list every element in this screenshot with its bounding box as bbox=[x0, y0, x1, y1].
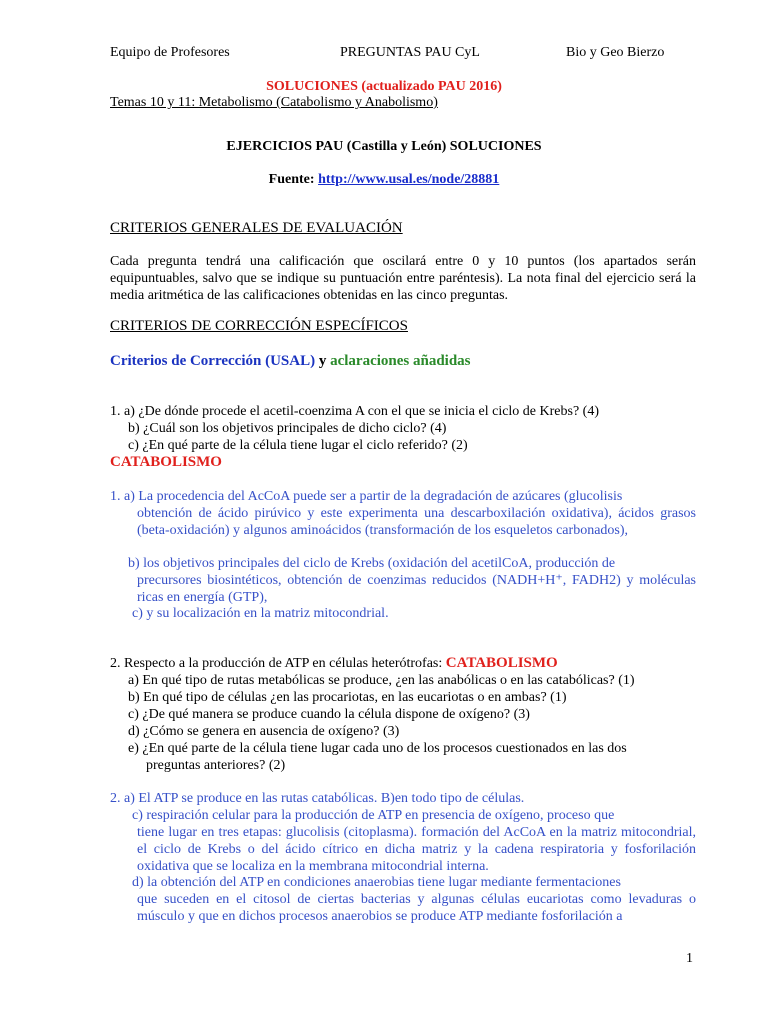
q2-e-rest: preguntas anteriores? (2) bbox=[146, 758, 286, 773]
header-center: PREGUNTAS PAU CyL bbox=[340, 45, 480, 60]
a2-d-rest: que suceden en el citosol de ciertas bacterias y algunas células eucariotas como levaduras o músculo y que en dichos procesos anaerobios se produce ATP mediante fosforilación a bbox=[137, 892, 696, 924]
general-criteria-heading: CRITERIOS GENERALES DE EVALUACIÓN bbox=[110, 220, 403, 236]
a1-c: c) y su localización en la matriz mitocondrial. bbox=[132, 606, 389, 621]
q1-b: b) ¿Cuál son los objetivos principales de dicho ciclo? (4) bbox=[128, 421, 447, 436]
exercises-title: EJERCICIOS PAU (Castilla y León) SOLUCIONES bbox=[226, 139, 542, 154]
source-line bbox=[0, 171, 768, 188]
color-legend bbox=[110, 353, 471, 370]
specific-criteria-heading: CRITERIOS DE CORRECCIÓN ESPECÍFICOS bbox=[110, 318, 408, 334]
q2-tag: CATABOLISMO bbox=[445, 655, 558, 671]
legend-and: y bbox=[315, 353, 331, 369]
q2-b: b) En qué tipo de células ¿en las procariotas, en las eucariotas o en ambas? (1) bbox=[128, 690, 567, 705]
general-criteria-text: Cada pregunta tendrá una calificación que oscilará entre 0 y 10 puntos (los apartados serán equipuntuables, salvo que se indique su puntuación entre paréntesis). La nota final del ejercicio será la media aritmética de las calificaciones obtenidas en las cinco preguntas. bbox=[110, 254, 696, 303]
legend-added: aclaraciones añadidas bbox=[330, 353, 471, 369]
q1-a: 1. a) ¿De dónde procede el acetil-coenzima A con el que se inicia el ciclo de Krebs? (4) bbox=[110, 404, 599, 419]
a2-c-rest: tiene lugar en tres etapas: glucolisis (citoplasma). formación del AcCoA en la matriz mitocondrial, el ciclo de Krebs o del ácido cítrico en dicha matriz y la cadena respiratoria y fosforilación oxidativa que se localiza en la membrana mitocondrial interna. bbox=[137, 825, 696, 874]
q2-intro: 2. Respecto a la producción de ATP en células heterótrofas: bbox=[110, 656, 446, 671]
a1-b-rest: precursores biosintéticos, obtención de coenzimas reducidos (NADH+H⁺, FADH2) y moléculas ricas en energía (GTP), bbox=[137, 573, 696, 605]
header-left: Equipo de Profesores bbox=[110, 45, 230, 60]
a1-b-lead: b) los objetivos principales del ciclo de Krebs (oxidación del acetilCoA, producción de bbox=[128, 556, 616, 571]
legend-usal: Criterios de Corrección (USAL) bbox=[110, 353, 316, 369]
source-label: Fuente: bbox=[268, 172, 315, 187]
source-link[interactable]: http://www.usal.es/node/28881 bbox=[318, 172, 500, 187]
a1-a-rest: obtención de ácido pirúvico y este experimenta una descarboxilación oxidativa), ácidos grasos (beta-oxidación) y algunos aminoácidos (transformación de los esqueletos carbonados), bbox=[137, 506, 696, 538]
a1-a-lead: 1. a) La procedencia del AcCoA puede ser a partir de la degradación de azúcares (glucolisis bbox=[110, 489, 623, 504]
header-right: Bio y Geo Bierzo bbox=[566, 45, 665, 60]
q2-a: a) En qué tipo de rutas metabólicas se produce, ¿en las anabólicas o en las catabólicas? (1) bbox=[128, 673, 635, 688]
q2-d: d) ¿Cómo se genera en ausencia de oxígeno? (3) bbox=[128, 724, 400, 739]
a2-d-lead: d) la obtención del ATP en condiciones anaerobias tiene lugar mediante fermentaciones bbox=[132, 875, 621, 890]
page-number: 1 bbox=[686, 951, 693, 966]
q2-e-lead: e) ¿En qué parte de la célula tiene lugar cada uno de los procesos cuestionados en las dos bbox=[128, 741, 627, 756]
a2-ab: 2. a) El ATP se produce en las rutas catabólicas. B)en todo tipo de células. bbox=[110, 791, 525, 806]
a2-c-lead: c) respiración celular para la producción de ATP en presencia de oxígeno, proceso que bbox=[132, 808, 615, 823]
q1-c: c) ¿En qué parte de la célula tiene lugar el ciclo referido? (2) bbox=[128, 438, 468, 453]
q1-tag: CATABOLISMO bbox=[110, 454, 222, 470]
q2-c: c) ¿De qué manera se produce cuando la célula dispone de oxígeno? (3) bbox=[128, 707, 530, 722]
q2-intro-line bbox=[110, 655, 558, 672]
topic-line: Temas 10 y 11: Metabolismo (Catabolismo y Anabolismo) bbox=[110, 95, 438, 110]
solutions-title: SOLUCIONES (actualizado PAU 2016) bbox=[266, 79, 502, 94]
